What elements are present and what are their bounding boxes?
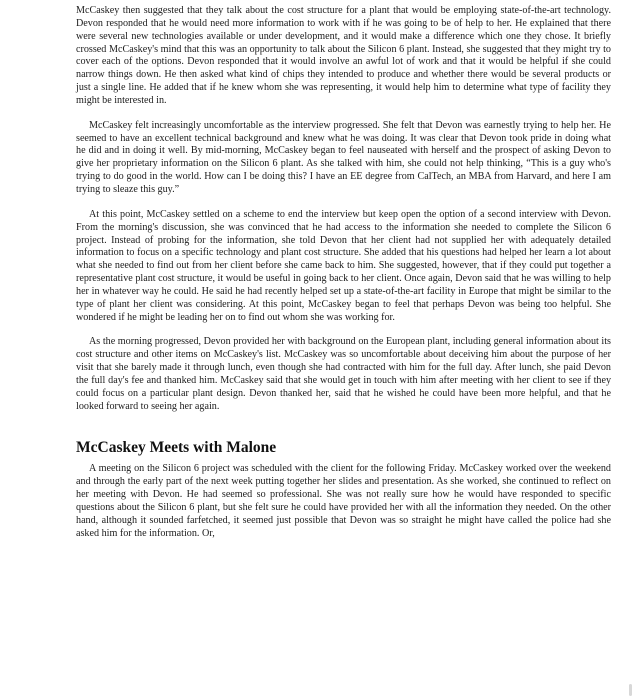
paragraph-3: At this point, McCaskey settled on a scheme to end the interview but keep open the option of a second interview with Devon. From the morning's discussion, she was convinced that he had access to the information she needed to complete the Silicon 6 project. Instead of probing for the information, she told Devon that her client had not supplied her with adequately detailed information to focus on a specific technology and plant cost structure. She added that his questions had helped her learn a lot about what she needed to find out from her client before she came back to him. She suggested, however, that if they could put together a representative plant cost structure, it would be useful in going back to her client. Once again, Devon said that he was willing to help her in whatever way he could. He said he had recently helped set up a state-of-the-art facility in Europe that might be similar to the type of plant her client was considering. At this point, McCaskey began to feel that perhaps Devon was being too helpful. She wondered if he might be leading her on to find out whom she was working for. — [76, 208, 611, 323]
section-heading: McCaskey Meets with Malone — [76, 439, 277, 457]
scrollbar-thumb[interactable] — [629, 684, 632, 696]
paragraph-5: A meeting on the Silicon 6 project was scheduled with the client for the following Friday. McCaskey worked over the weekend and through the early part of the next week putting together her slides and presentation. As she worked, she continued to reflect on her meeting with Devon. He had seemed so professional. She was not really sure how he would have responded to specific questions about the Silicon 6 plant, but she felt sure he could have provided her with all the information they needed. On the other hand, although it sounded farfetched, it seemed just possible that Devon was so straight he might have called the police had she asked him for the information. Or, — [76, 463, 611, 539]
paragraph-4: As the morning progressed, Devon provided her with background on the European plant, including general information about its cost structure and other items on McCaskey's list. McCaskey was so uncomfortable about deceiving him about the purpose of her visit that she barely made it through lunch, even though she had contracted with him for the full day. After lunch, she paid Devon the full day's fee and thanked him. McCaskey said that she would get in touch with him after meeting with her client to see if they could focus on a particular plant design. Devon thanked her, said that he wished he could have been more helpful, and that he looked forward to seeing her again. — [76, 336, 611, 412]
document-page — [76, 5, 611, 553]
paragraph-2: McCaskey felt increasingly uncomfortable as the interview progressed. She felt that Devon was earnestly trying to help her. He seemed to have an excellent technical background and knew what he was doing. It was clear that Devon took pride in doing what he did and in doing it well. By mid-morning, McCaskey began to feel nauseated with herself and the prospect of asking Devon to give her proprietary information on the Silicon 6 plant. As she talked with him, she could not help thinking, “This is a guy who's trying to do good in the world. How can I be doing this? I have an EE degree from CalTech, an MBA from Harvard, and here I am trying to sleaze this guy.” — [76, 119, 611, 195]
paragraph-1: McCaskey then suggested that they talk about the cost structure for a plant that would be employing state-of-the-art technology. Devon responded that he would need more information to work with if he was going to be of help to her. He explained that there were several new technologies available or under development, and it would make a difference which one they chose. It briefly crossed McCaskey's mind that this was an opportunity to talk about the Silicon 6 plant. Instead, she suggested that they might try to cover each of the options. Devon responded that it would involve an awful lot of work and that it would be helpful if she could narrow things down. He then asked what kind of chips they intended to produce and whether there would be several products or just a single line. He added that if he knew whom she was representing, it would help him to determine what type of facility they might be interested in. — [76, 5, 611, 106]
